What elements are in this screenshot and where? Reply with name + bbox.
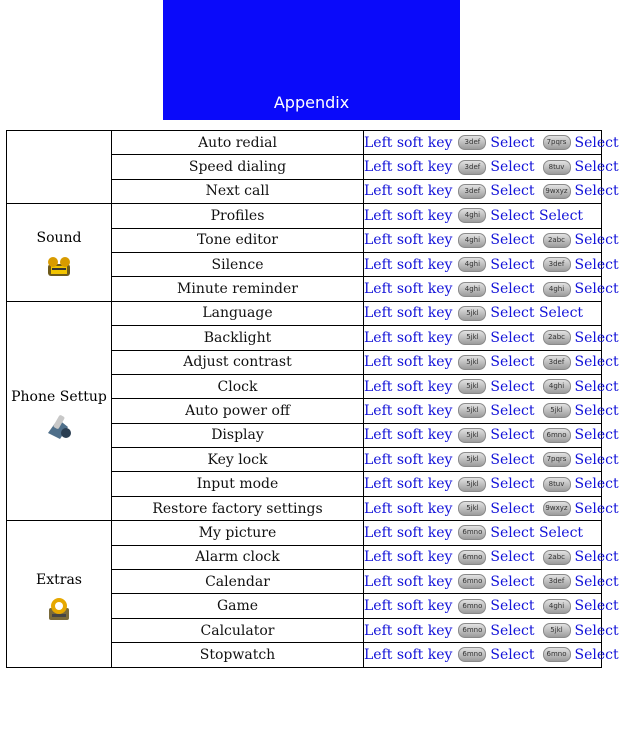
category-cell bbox=[7, 301, 112, 521]
keypad-key-icon: 6mno bbox=[458, 525, 486, 540]
key-sequence bbox=[364, 179, 619, 203]
left-soft-key-label: Left soft key bbox=[364, 598, 453, 615]
keypad-key-icon: 8tuv bbox=[543, 160, 571, 175]
keypad-key-icon: 6mno bbox=[458, 550, 486, 565]
select-label: Select bbox=[574, 256, 619, 273]
page-title: Appendix bbox=[273, 93, 350, 112]
keypad-key-icon: 6mno bbox=[458, 623, 486, 638]
menu-item-label: Silence bbox=[112, 252, 364, 276]
keypad-key-icon: 5jkl bbox=[458, 379, 486, 394]
left-soft-key-label: Left soft key bbox=[364, 159, 453, 176]
key-sequence bbox=[364, 570, 619, 594]
keypad-key-icon: 3def bbox=[458, 135, 486, 150]
menu-item-label: Adjust contrast bbox=[112, 350, 364, 374]
key-sequence bbox=[364, 374, 619, 398]
select-label: Select bbox=[490, 354, 535, 371]
key-sequence bbox=[364, 326, 619, 350]
left-soft-key-label: Left soft key bbox=[364, 549, 453, 566]
select-label: Select bbox=[490, 598, 535, 615]
menu-item-label: Alarm clock bbox=[112, 545, 364, 569]
select-label: Select bbox=[574, 183, 619, 200]
left-soft-key-label: Left soft key bbox=[364, 232, 453, 249]
select-label: Select bbox=[490, 451, 535, 468]
select-label: Select bbox=[490, 646, 535, 663]
key-sequence bbox=[364, 204, 602, 228]
left-soft-key-label: Left soft key bbox=[364, 329, 453, 346]
key-sequence bbox=[364, 301, 602, 325]
key-sequence bbox=[364, 228, 619, 252]
table-row bbox=[7, 521, 602, 545]
category-name: Sound bbox=[36, 230, 82, 247]
menu-item-label: Profiles bbox=[112, 204, 364, 228]
header-banner bbox=[163, 0, 460, 120]
select-label: Select bbox=[574, 281, 619, 298]
keypad-key-icon: 3def bbox=[458, 184, 486, 199]
select-label: Select bbox=[574, 329, 619, 346]
keypad-key-icon: 6mno bbox=[458, 599, 486, 614]
left-soft-key-label: Left soft key bbox=[364, 451, 453, 468]
category-name: Phone Settup bbox=[11, 388, 107, 405]
key-sequence bbox=[364, 350, 619, 374]
left-soft-key-label: Left soft key bbox=[364, 573, 453, 590]
extras-icon bbox=[42, 594, 76, 624]
keypad-key-icon: 5jkl bbox=[458, 428, 486, 443]
select-label: Select bbox=[574, 134, 619, 151]
key-sequence bbox=[364, 521, 602, 545]
left-soft-key-label: Left soft key bbox=[364, 646, 453, 663]
select-label: Select bbox=[490, 378, 535, 395]
left-soft-key-label: Left soft key bbox=[364, 402, 453, 419]
select-label: Select bbox=[574, 354, 619, 371]
menu-item-label: Auto redial bbox=[112, 131, 364, 155]
keypad-key-icon: 5jkl bbox=[458, 306, 486, 321]
left-soft-key-label: Left soft key bbox=[364, 354, 453, 371]
menu-item-label: Minute reminder bbox=[112, 277, 364, 301]
select-label: Select bbox=[574, 402, 619, 419]
left-soft-key-label: Left soft key bbox=[364, 476, 453, 493]
select-label: Select bbox=[574, 500, 619, 517]
menu-item-label: Calendar bbox=[112, 570, 364, 594]
select-label: Select bbox=[574, 232, 619, 249]
select-label: Select bbox=[490, 573, 535, 590]
left-soft-key-label: Left soft key bbox=[364, 183, 453, 200]
select-label: Select bbox=[574, 646, 619, 663]
menu-item-label: Game bbox=[112, 594, 364, 618]
menu-item-label: Clock bbox=[112, 374, 364, 398]
keypad-key-icon: 5jkl bbox=[458, 355, 486, 370]
left-soft-key-label: Left soft key bbox=[364, 134, 453, 151]
keypad-key-icon: 8tuv bbox=[543, 477, 571, 492]
select-label: Select bbox=[574, 159, 619, 176]
select-label: Select bbox=[574, 451, 619, 468]
category-cell bbox=[7, 204, 112, 302]
keypad-key-icon: 3def bbox=[543, 355, 571, 370]
sound-icon bbox=[42, 252, 76, 282]
select-label: Select bbox=[490, 305, 535, 322]
keypad-key-icon: 9wxyz bbox=[543, 184, 571, 199]
key-sequence bbox=[364, 131, 619, 155]
keypad-key-icon: 7pqrs bbox=[543, 135, 571, 150]
left-soft-key-label: Left soft key bbox=[364, 256, 453, 273]
keypad-key-icon: 5jkl bbox=[458, 501, 486, 516]
keypad-key-icon: 5jkl bbox=[458, 403, 486, 418]
key-sequence bbox=[364, 155, 619, 179]
category-name: Extras bbox=[36, 571, 82, 588]
keypad-key-icon: 4ghi bbox=[458, 208, 486, 223]
keypad-key-icon: 3def bbox=[543, 574, 571, 589]
keypad-key-icon: 5jkl bbox=[543, 403, 571, 418]
menu-item-label: Auto power off bbox=[112, 399, 364, 423]
select-label: Select bbox=[574, 598, 619, 615]
key-sequence bbox=[364, 618, 619, 642]
keypad-key-icon: 5jkl bbox=[458, 452, 486, 467]
keypad-key-icon: 3def bbox=[543, 257, 571, 272]
key-sequence bbox=[364, 448, 619, 472]
menu-item-label: Speed dialing bbox=[112, 155, 364, 179]
select-label: Select bbox=[490, 549, 535, 566]
select-label: Select bbox=[490, 329, 535, 346]
menu-item-label: Calculator bbox=[112, 618, 364, 642]
left-soft-key-label: Left soft key bbox=[364, 524, 453, 541]
menu-item-label: Next call bbox=[112, 179, 364, 203]
menu-item-label: Restore factory settings bbox=[112, 496, 364, 520]
keypad-key-icon: 6mno bbox=[458, 574, 486, 589]
table-row bbox=[7, 131, 602, 155]
menu-item-label: Tone editor bbox=[112, 228, 364, 252]
select-label: Select bbox=[574, 622, 619, 639]
menu-item-label: Language bbox=[112, 301, 364, 325]
keypad-key-icon: 5jkl bbox=[458, 477, 486, 492]
menu-item-label: Backlight bbox=[112, 326, 364, 350]
keypad-key-icon: 7pqrs bbox=[543, 452, 571, 467]
left-soft-key-label: Left soft key bbox=[364, 207, 453, 224]
select-label: Select bbox=[538, 305, 584, 322]
category-cell bbox=[7, 131, 112, 204]
key-sequence bbox=[364, 277, 619, 301]
key-sequence bbox=[364, 643, 619, 667]
menu-item-label: Display bbox=[112, 423, 364, 447]
keypad-key-icon: 4ghi bbox=[458, 257, 486, 272]
keypad-key-icon: 4ghi bbox=[458, 282, 486, 297]
key-sequence bbox=[364, 252, 619, 276]
select-label: Select bbox=[490, 622, 535, 639]
menu-item-label: Input mode bbox=[112, 472, 364, 496]
keypad-key-icon: 2abc bbox=[543, 330, 571, 345]
key-sequence bbox=[364, 399, 619, 423]
keypad-key-icon: 6mno bbox=[543, 647, 571, 662]
keypad-key-icon: 5jkl bbox=[543, 623, 571, 638]
keypad-key-icon: 4ghi bbox=[543, 282, 571, 297]
left-soft-key-label: Left soft key bbox=[364, 622, 453, 639]
key-sequence bbox=[364, 496, 619, 520]
table-row bbox=[7, 301, 602, 325]
left-soft-key-label: Left soft key bbox=[364, 378, 453, 395]
keypad-key-icon: 4ghi bbox=[543, 379, 571, 394]
left-soft-key-label: Left soft key bbox=[364, 427, 453, 444]
key-sequence bbox=[364, 594, 619, 618]
keypad-key-icon: 2abc bbox=[543, 550, 571, 565]
table-row bbox=[7, 204, 602, 228]
select-label: Select bbox=[490, 500, 535, 517]
menu-item-label: Stopwatch bbox=[112, 643, 364, 667]
keypad-key-icon: 4ghi bbox=[458, 233, 486, 248]
menu-item-label: My picture bbox=[112, 521, 364, 545]
select-label: Select bbox=[574, 427, 619, 444]
category-cell bbox=[7, 521, 112, 667]
select-label: Select bbox=[490, 524, 535, 541]
select-label: Select bbox=[490, 134, 535, 151]
select-label: Select bbox=[490, 427, 535, 444]
select-label: Select bbox=[574, 476, 619, 493]
select-label: Select bbox=[574, 573, 619, 590]
select-label: Select bbox=[490, 476, 535, 493]
key-sequence bbox=[364, 472, 619, 496]
keypad-key-icon: 6mno bbox=[458, 647, 486, 662]
key-sequence bbox=[364, 423, 619, 447]
select-label: Select bbox=[490, 232, 535, 249]
select-label: Select bbox=[490, 159, 535, 176]
menu-item-label: Key lock bbox=[112, 448, 364, 472]
select-label: Select bbox=[574, 378, 619, 395]
select-label: Select bbox=[490, 281, 535, 298]
select-label: Select bbox=[574, 549, 619, 566]
select-label: Select bbox=[538, 207, 584, 224]
menu-shortcut-table bbox=[6, 130, 619, 668]
keypad-key-icon: 4ghi bbox=[543, 599, 571, 614]
left-soft-key-label: Left soft key bbox=[364, 281, 453, 298]
phone-setup-icon bbox=[42, 411, 76, 441]
left-soft-key-label: Left soft key bbox=[364, 500, 453, 517]
left-soft-key-label: Left soft key bbox=[364, 305, 453, 322]
keypad-key-icon: 3def bbox=[458, 160, 486, 175]
select-label: Select bbox=[490, 207, 535, 224]
keypad-key-icon: 6mno bbox=[543, 428, 571, 443]
select-label: Select bbox=[490, 183, 535, 200]
select-label: Select bbox=[490, 256, 535, 273]
keypad-key-icon: 9wxyz bbox=[543, 501, 571, 516]
select-label: Select bbox=[490, 402, 535, 419]
key-sequence bbox=[364, 545, 619, 569]
keypad-key-icon: 5jkl bbox=[458, 330, 486, 345]
keypad-key-icon: 2abc bbox=[543, 233, 571, 248]
select-label: Select bbox=[538, 524, 584, 541]
